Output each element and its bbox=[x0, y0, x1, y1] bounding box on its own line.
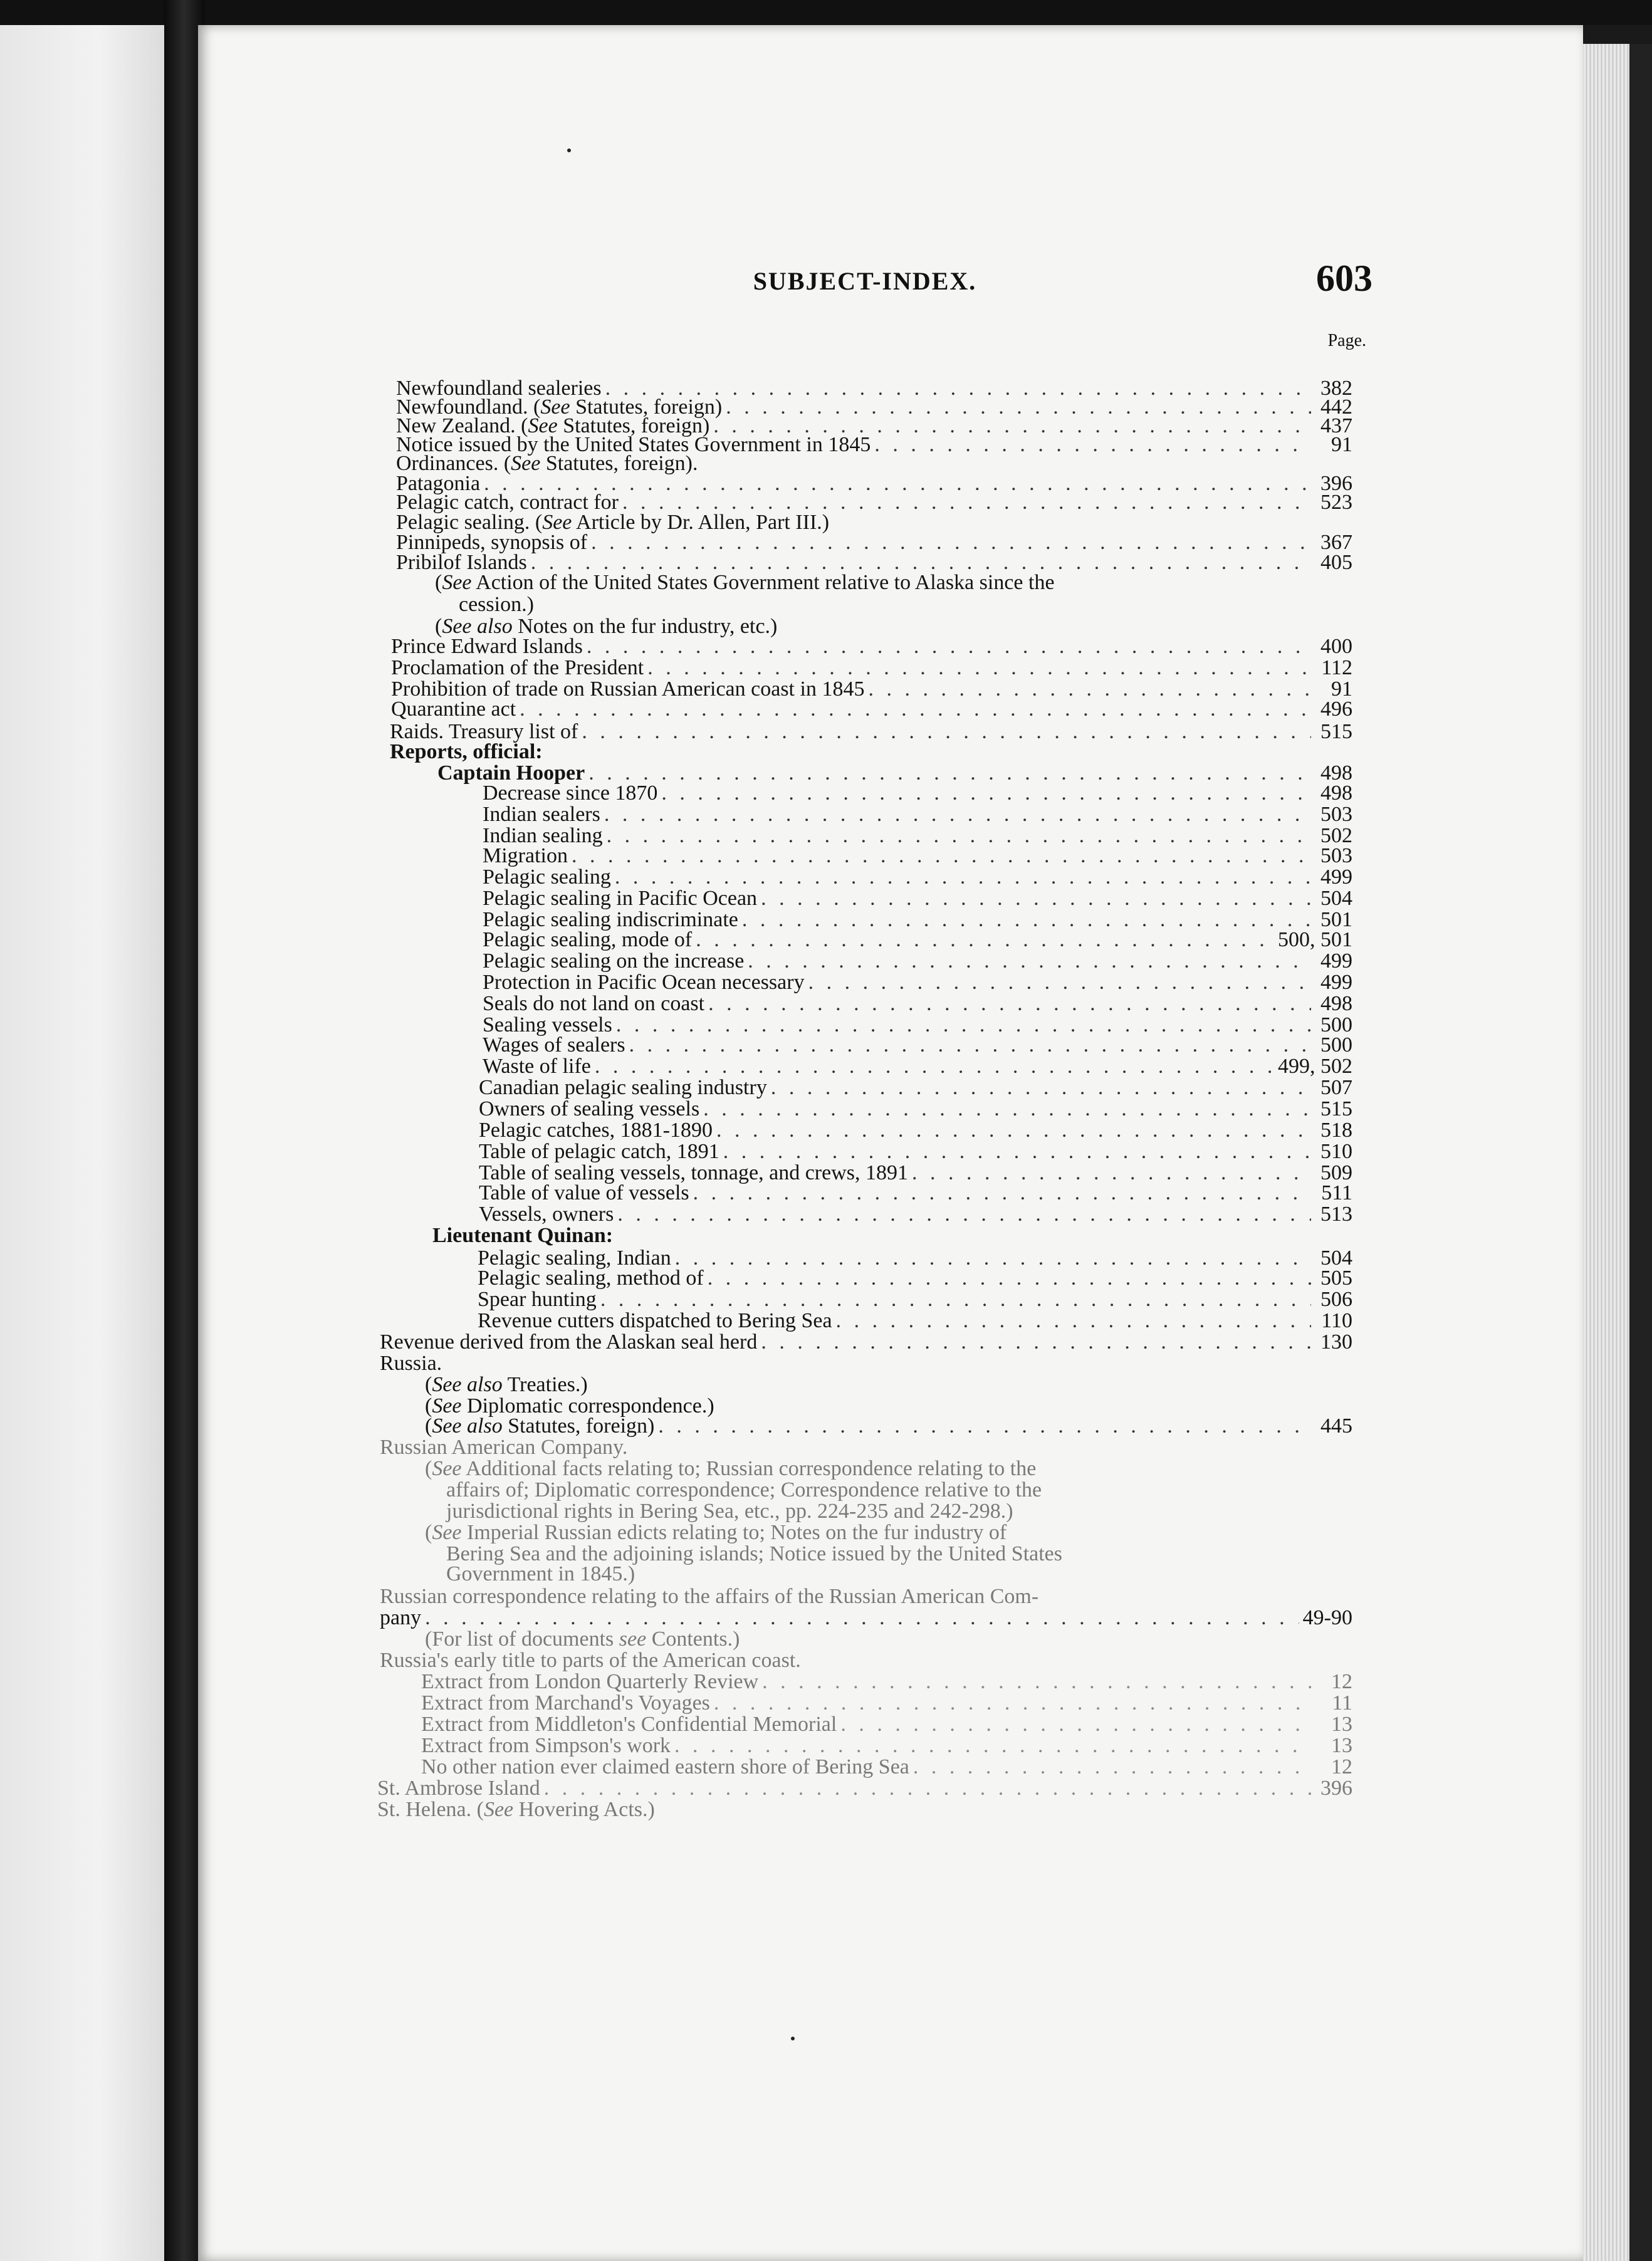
index-entry bbox=[435, 570, 1352, 595]
index-entry-text: pany bbox=[380, 1606, 422, 1629]
index-entry-text: Table of value of vessels bbox=[479, 1181, 689, 1204]
index-entry-page: 12 bbox=[1331, 1670, 1352, 1693]
index-entry-page: 523 bbox=[1320, 491, 1352, 514]
index-entry-page: 498 bbox=[1320, 992, 1352, 1015]
index-entry bbox=[377, 1797, 1352, 1822]
index-entry-text: Pelagic sealing, method of bbox=[478, 1266, 704, 1290]
index-entry-text: Bering Sea and the adjoining islands; Notice issued by the United States bbox=[446, 1542, 1062, 1565]
index-entry-text: jurisdictional rights in Bering Sea, etc., pp. 224-235 and 242-298.) bbox=[446, 1500, 1013, 1523]
index-entry-text: Prince Edward Islands bbox=[391, 635, 583, 658]
index-entry-text: Lieutenant Quinan: bbox=[432, 1224, 614, 1247]
index-entry-text: Pelagic sealing, mode of bbox=[483, 928, 693, 951]
index-entry-text: Captain Hooper bbox=[437, 761, 585, 785]
index-entry-page: 396 bbox=[1320, 1777, 1352, 1800]
index-entry-page: 400 bbox=[1320, 635, 1352, 658]
index-entry-page: 504 bbox=[1320, 1246, 1352, 1270]
index-entry-page: 437 bbox=[1320, 414, 1352, 437]
index-entry-page: 506 bbox=[1320, 1288, 1352, 1311]
index-entry-text: Pelagic sealing, Indian bbox=[478, 1246, 671, 1270]
facing-page-edge bbox=[0, 25, 164, 2261]
index-entry-text: (For list of documents see Contents.) bbox=[425, 1627, 740, 1651]
index-entry-text: Reports, official: bbox=[390, 740, 543, 763]
index-entry-page: 509 bbox=[1320, 1161, 1352, 1184]
index-entry-page: 498 bbox=[1320, 781, 1352, 805]
index-entry-text: (See also Treaties.) bbox=[425, 1373, 588, 1396]
index-entry-text: Pelagic sealing on the increase bbox=[483, 949, 745, 973]
index-entry-text: cession.) bbox=[459, 593, 534, 616]
index-entry-text: Patagonia bbox=[396, 472, 481, 495]
index-entry-text: Spear hunting bbox=[478, 1288, 597, 1311]
index-entry-text: Extract from Simpson's work bbox=[421, 1734, 671, 1757]
index-entry-page: 503 bbox=[1320, 844, 1352, 867]
index-entry-page: 499 bbox=[1320, 865, 1352, 889]
index-entry-page: 499 bbox=[1320, 949, 1352, 973]
index-entry-page: 500 bbox=[1320, 1013, 1352, 1037]
index-entry-page: 503 bbox=[1320, 803, 1352, 826]
index-entry-text: Government in 1845.) bbox=[446, 1562, 635, 1585]
index-entry-page: 500, 501 bbox=[1278, 928, 1352, 951]
index-entry-page: 91 bbox=[1331, 433, 1352, 456]
index-entry-text: Pelagic sealing in Pacific Ocean bbox=[483, 887, 758, 910]
index-entry-text: No other nation ever claimed eastern shore of Bering Sea bbox=[421, 1755, 909, 1778]
index-entry-page: 405 bbox=[1320, 551, 1352, 574]
index-entry-text: (See also Statutes, foreign) bbox=[425, 1414, 655, 1438]
page-stack-shadow bbox=[1629, 44, 1652, 2261]
page-column-label: Page. bbox=[1327, 331, 1366, 350]
index-entry-text: Newfoundland. (See Statutes, foreign) bbox=[396, 395, 723, 419]
index-entry-page: 501 bbox=[1320, 908, 1352, 931]
index-entry-page: 112 bbox=[1321, 656, 1352, 679]
index-entry-page: 382 bbox=[1320, 377, 1352, 400]
index-entry-text: Newfoundland sealeries bbox=[396, 377, 602, 400]
index-entry-text: Pelagic catch, contract for bbox=[396, 491, 619, 514]
index-entry-text: Quarantine act bbox=[391, 697, 516, 721]
index-entry-page: 504 bbox=[1320, 887, 1352, 910]
ink-speck bbox=[567, 149, 571, 152]
index-entry-page: 91 bbox=[1331, 677, 1352, 701]
index-entry-text: Pelagic catches, 1881-1890 bbox=[479, 1119, 713, 1142]
index-entry-text: Canadian pelagic sealing industry bbox=[479, 1076, 767, 1099]
index-entry-text: Notice issued by the United States Government in 1845 bbox=[396, 433, 871, 456]
index-entry-text: affairs of; Diplomatic correspondence; Correspondence relative to the bbox=[446, 1478, 1042, 1501]
index-entry-page: 498 bbox=[1320, 761, 1352, 785]
index-entry-page: 13 bbox=[1331, 1713, 1352, 1736]
index-entry-page: 499, 502 bbox=[1278, 1055, 1352, 1078]
index-entry-text: (See Additional facts relating to; Russian correspondence relating to the bbox=[425, 1457, 1037, 1480]
index-entry-text: Ordinances. (See Statutes, foreign). bbox=[396, 452, 698, 475]
index-entry-page: 12 bbox=[1331, 1755, 1352, 1778]
index-entry bbox=[432, 1223, 1352, 1248]
index-entry-text: Prohibition of trade on Russian American coast in 1845 bbox=[391, 677, 865, 701]
index-entry-text: Pelagic sealing bbox=[483, 865, 611, 889]
index-entry-text: Migration bbox=[483, 844, 568, 867]
index-entry-page: 445 bbox=[1320, 1414, 1352, 1438]
index-entry-page: 505 bbox=[1320, 1266, 1352, 1290]
index-entry-text: Indian sealers bbox=[483, 803, 600, 826]
index-entry-text: St. Ambrose Island bbox=[377, 1777, 540, 1800]
index-entry-page: 13 bbox=[1331, 1734, 1352, 1757]
index-entry-text: New Zealand. (See Statutes, foreign) bbox=[396, 414, 710, 437]
index-entry-text: Table of sealing vessels, tonnage, and crews, 1891 bbox=[479, 1161, 908, 1184]
index-entry-text: St. Helena. (See Hovering Acts.) bbox=[377, 1798, 655, 1821]
index-entry bbox=[459, 592, 1352, 617]
index-entry-text: Russian correspondence relating to the affairs of the Russian American Com- bbox=[380, 1585, 1039, 1608]
index-entry bbox=[391, 697, 1352, 722]
index-entry-text: Protection in Pacific Ocean necessary bbox=[483, 971, 805, 994]
index-entry-text: Owners of sealing vessels bbox=[479, 1097, 700, 1120]
index-entry bbox=[446, 1562, 1352, 1587]
index-entry-text: Sealing vessels bbox=[483, 1013, 612, 1037]
index-entry-text: Raids. Treasury list of bbox=[390, 720, 578, 743]
index-entry-page: 502 bbox=[1320, 824, 1352, 847]
index-entry-text: Extract from London Quarterly Review bbox=[421, 1670, 759, 1693]
index-entry-text: (See Action of the United States Government relative to Alaska since the bbox=[435, 571, 1055, 594]
index-entry-text: Pelagic sealing. (See Article by Dr. Allen, Part III.) bbox=[396, 511, 830, 534]
index-entry-page: 518 bbox=[1320, 1119, 1352, 1142]
index-entry-page: 496 bbox=[1320, 697, 1352, 721]
ink-speck bbox=[791, 2037, 795, 2040]
index-entry-text: Russian American Company. bbox=[380, 1436, 628, 1459]
index-entry-page: 442 bbox=[1320, 395, 1352, 419]
index-entry-page: 507 bbox=[1320, 1076, 1352, 1099]
index-entry-page: 499 bbox=[1320, 971, 1352, 994]
index-entry-page: 510 bbox=[1320, 1140, 1352, 1163]
index-entry-text: Pelagic sealing indiscriminate bbox=[483, 908, 738, 931]
index-entry-text: Table of pelagic catch, 1891 bbox=[479, 1140, 719, 1163]
index-entry-page: 11 bbox=[1332, 1691, 1352, 1715]
index-entry-text: Russia. bbox=[380, 1352, 442, 1375]
index-entry-text: Proclamation of the President bbox=[391, 656, 644, 679]
index-entry-text: (See Diplomatic correspondence.) bbox=[425, 1394, 714, 1418]
index-entry-text: Pribilof Islands bbox=[396, 551, 527, 574]
scan-top-band bbox=[0, 0, 1652, 25]
running-title: SUBJECT-INDEX. bbox=[753, 267, 977, 295]
index-entry-page: 500 bbox=[1320, 1033, 1352, 1057]
index-entry-text: Waste of life bbox=[483, 1055, 591, 1078]
index-entry-text: Revenue derived from the Alaskan seal herd bbox=[380, 1330, 758, 1354]
index-entry-page: 49-90 bbox=[1302, 1606, 1352, 1629]
index-entry-text: Extract from Marchand's Voyages bbox=[421, 1691, 710, 1715]
index-entry-text: Decrease since 1870 bbox=[483, 781, 658, 805]
index-entry-page: 515 bbox=[1320, 720, 1352, 743]
page-number: 603 bbox=[1316, 258, 1372, 299]
index-entry-text: Revenue cutters dispatched to Bering Sea bbox=[478, 1309, 832, 1332]
index-entry-text: Seals do not land on coast bbox=[483, 992, 705, 1015]
index-entry-text: (See Imperial Russian edicts relating to; Notes on the fur industry of bbox=[425, 1521, 1007, 1544]
dot-leader bbox=[520, 697, 1311, 722]
index-entry-page: 396 bbox=[1320, 472, 1352, 495]
index-entry-page: 513 bbox=[1320, 1203, 1352, 1226]
index-entry-text: Indian sealing bbox=[483, 824, 603, 847]
index-entry-page: 511 bbox=[1321, 1181, 1352, 1204]
index-entry-text: Russia's early title to parts of the American coast. bbox=[380, 1649, 801, 1672]
index-entry-page: 367 bbox=[1320, 531, 1352, 554]
index-entry-text: Extract from Middleton's Confidential Memorial bbox=[421, 1713, 837, 1736]
index-entry-page: 130 bbox=[1320, 1330, 1352, 1354]
index-entry-page: 110 bbox=[1321, 1309, 1352, 1332]
index-entry-text: Pinnipeds, synopsis of bbox=[396, 531, 588, 554]
index-entry-page: 515 bbox=[1320, 1097, 1352, 1120]
index-entry-text: Wages of sealers bbox=[483, 1033, 625, 1057]
index-entry-text: (See also Notes on the fur industry, etc.) bbox=[435, 615, 778, 638]
index-entry-text: Vessels, owners bbox=[479, 1203, 614, 1226]
